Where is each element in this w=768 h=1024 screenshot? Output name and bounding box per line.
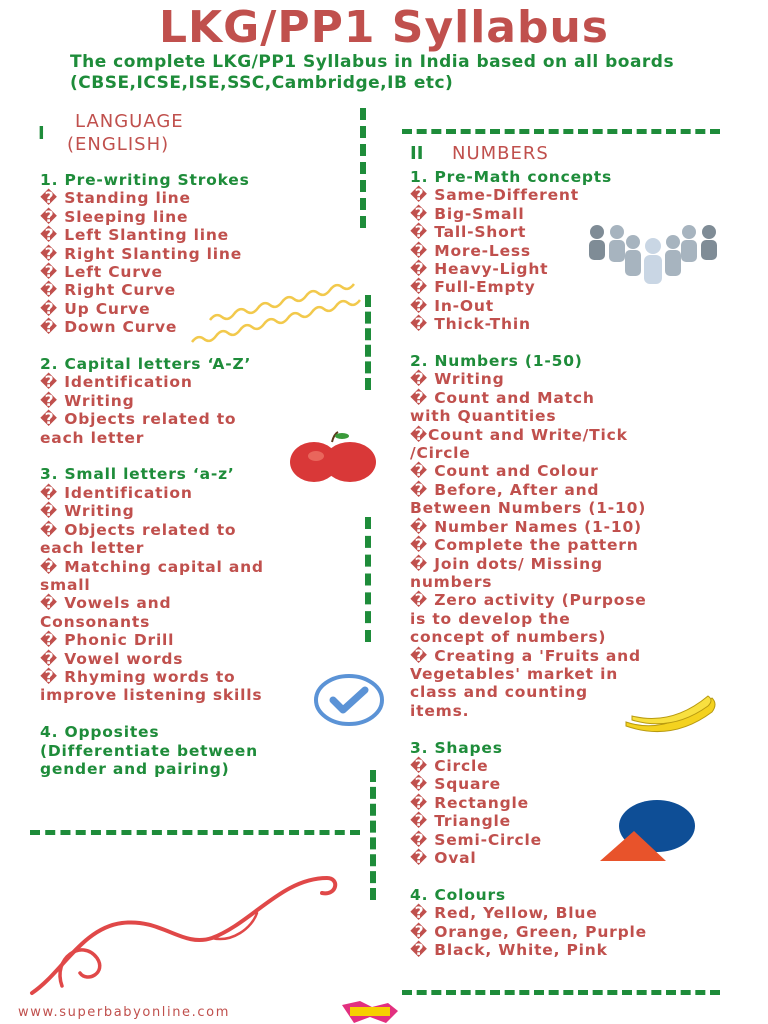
list-item: � Same-Different <box>410 186 579 205</box>
list-item: � Vowel words <box>40 649 184 668</box>
list-item: � Right Curve <box>40 281 176 300</box>
topic-heading: 2. Capital letters ‘A-Z’ <box>40 355 252 374</box>
list-item: � In-Out <box>410 296 494 315</box>
list-item: � Up Curve <box>40 299 151 318</box>
topic-heading: 1. Pre-Math concepts <box>410 168 613 186</box>
horizontal-divider <box>402 990 720 995</box>
superbaby-logo-icon <box>342 1001 398 1023</box>
list-item: Consonants <box>40 612 151 631</box>
people-group-icon <box>585 220 725 285</box>
page-title: LKG/PP1 Syllabus <box>159 2 609 53</box>
section-numeral-language: I <box>38 123 45 144</box>
topic-heading: 2. Numbers (1-50) <box>410 352 583 371</box>
vertical-divider <box>370 770 376 900</box>
list-item: � Tall-Short <box>410 223 527 242</box>
topic-heading: 4. Colours <box>410 885 506 904</box>
list-item: � Full-Empty <box>410 278 536 297</box>
list-item: Vegetables' market in <box>410 664 619 683</box>
list-spacer <box>410 334 647 352</box>
apple-icon <box>288 430 380 485</box>
list-item: small <box>40 575 91 594</box>
list-item: � Writing <box>410 370 505 389</box>
list-item: � Big-Small <box>410 204 525 223</box>
topic-heading: 1. Pre-writing Strokes <box>40 171 250 189</box>
list-item: improve listening skills <box>40 686 263 705</box>
list-item: � Heavy-Light <box>410 260 549 279</box>
horizontal-divider <box>30 830 360 835</box>
list-item: Between Numbers (1-10) <box>410 499 647 518</box>
list-item: � Zero activity (Purpose <box>410 591 647 610</box>
list-item: � Objects related to <box>40 520 237 539</box>
page-subtitle: The complete LKG/PP1 Syllabus in India based on all boards (CBSE,ICSE,ISE,SSC,Cambridge,IB etc) <box>70 52 675 93</box>
list-item: � Black, White, Pink <box>410 941 608 960</box>
list-item: � Writing <box>40 391 135 410</box>
topic-heading: 3. Shapes <box>410 738 503 757</box>
list-item: items. <box>410 701 470 720</box>
list-item: � Down Curve <box>40 318 178 337</box>
list-item: � Matching capital and <box>40 557 264 576</box>
list-item: is to develop the <box>410 609 571 628</box>
list-item: � Oval <box>410 849 477 867</box>
list-item: �Count and Write/Tick <box>410 425 628 444</box>
list-item: � Square <box>410 775 501 794</box>
swirl-icon <box>22 868 340 1003</box>
topic-heading: gender and pairing) <box>40 759 230 778</box>
topic-heading: 3. Small letters ‘a-z’ <box>40 465 235 484</box>
list-item: � Triangle <box>410 812 511 831</box>
footer-website[interactable]: www.superbabyonline.com <box>18 1005 230 1020</box>
banana-icon <box>622 692 720 736</box>
list-spacer <box>410 720 647 738</box>
list-spacer <box>40 705 264 723</box>
list-item: numbers <box>410 572 493 591</box>
list-item: � Join dots/ Missing <box>410 554 603 573</box>
list-item: � Writing <box>40 502 135 521</box>
list-item: class and counting <box>410 683 588 702</box>
list-item: � Before, After and <box>410 480 600 499</box>
topic-heading: (Differentiate between <box>40 741 258 760</box>
section-numeral-numbers: II <box>410 143 424 164</box>
section-title-numbers: NUMBERS <box>452 143 549 164</box>
list-item: � Vowels and <box>40 594 172 613</box>
list-item: � Orange, Green, Purple <box>410 922 647 941</box>
list-item: � Objects related to <box>40 410 237 429</box>
list-item: � Rectangle <box>410 793 529 812</box>
section-subtitle-language: (ENGLISH) <box>67 134 170 155</box>
list-item: /Circle <box>410 444 471 463</box>
list-item: � More-Less <box>410 241 531 260</box>
list-item: � Identification <box>40 483 193 502</box>
list-item: � Count and Colour <box>410 462 599 481</box>
list-item: each letter <box>40 539 145 558</box>
list-item: � Phonic Drill <box>40 631 175 650</box>
list-item: � Red, Yellow, Blue <box>410 904 598 923</box>
shapes-icon <box>598 798 723 864</box>
list-item: � Count and Match <box>410 388 595 407</box>
list-item: each letter <box>40 428 145 447</box>
list-spacer <box>40 447 264 465</box>
checkmark-icon <box>313 672 385 728</box>
list-item: with Quantities <box>410 407 557 426</box>
list-item: � Right Slanting line <box>40 244 243 263</box>
list-item: � Left Slanting line <box>40 226 229 245</box>
list-item: � Number Names (1-10) <box>410 517 642 536</box>
list-item: � Identification <box>40 373 193 392</box>
list-item: � Circle <box>410 756 489 775</box>
list-item: � Complete the pattern <box>410 536 639 555</box>
wavy-line-icon <box>190 250 370 350</box>
list-item: � Creating a 'Fruits and <box>410 646 641 665</box>
list-item: � Rhyming words to <box>40 667 236 686</box>
list-item: � Standing line <box>40 189 191 208</box>
vertical-divider <box>365 517 371 642</box>
horizontal-divider <box>402 129 720 134</box>
list-item: concept of numbers) <box>410 628 607 647</box>
topic-heading: 4. Opposites <box>40 723 160 742</box>
section-title-language: LANGUAGE <box>75 111 184 132</box>
list-item: � Semi-Circle <box>410 830 542 849</box>
vertical-divider <box>360 108 366 228</box>
list-spacer <box>410 867 647 885</box>
list-item: � Sleeping line <box>40 207 189 226</box>
list-item: � Left Curve <box>40 263 163 282</box>
list-item: � Thick-Thin <box>410 315 531 334</box>
